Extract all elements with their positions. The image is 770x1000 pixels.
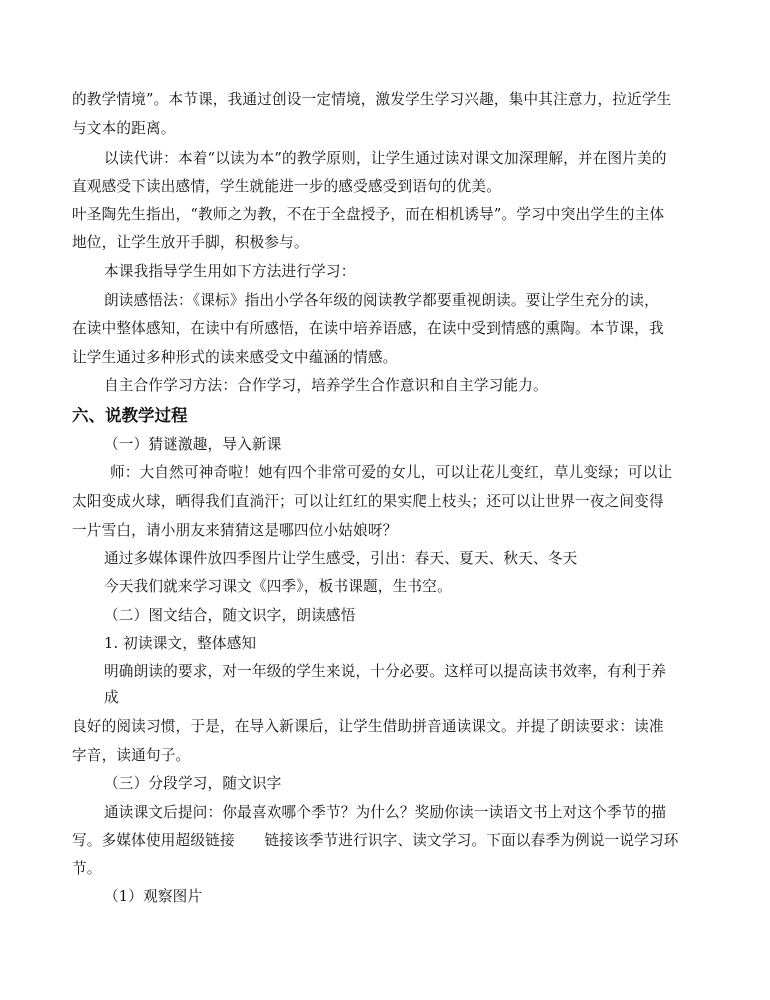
paragraph-line: 地位，让学生放开手脚，积极参与。 (72, 234, 309, 251)
paragraph-line: 以读代讲：本着“以读为本”的教学原则，让学生通过读对课文加深理解，并在图片美的 (104, 150, 667, 167)
paragraph-line: 写。多媒体使用超级链接 链接该季节进行识字、读文学习。下面以春季为例说一说学习环 (72, 832, 679, 849)
paragraph-line: 的教学情境”。本节课，我通过创设一定情境，激发学生学习兴趣，集中其注意力，拉近学生 (72, 91, 672, 108)
paragraph-line: 朗读感悟法：《课标》指出小学各年级的阅读教学都要重视朗读。要让学生充分的读， (104, 292, 659, 309)
paragraph-line: 节。 (72, 860, 102, 877)
subsection-title: （三）分段学习，随文识字 (104, 775, 282, 792)
paragraph-line: 今天我们就来学习课文《四季》，板书课题，生书空。 (104, 578, 452, 595)
paragraph-line: 师：大自然可神奇啦！她有四个非常可爱的女儿，可以让花儿变红，草儿变绿；可以让 (110, 464, 673, 481)
subsection-title: 1. 初读课文，整体感知 (104, 635, 257, 652)
paragraph-line: 成 (104, 689, 119, 706)
paragraph-line: 让学生通过多种形式的读来感受文中蕴涵的情感。 (72, 349, 398, 366)
paragraph-line: 字音，读通句子。 (72, 747, 191, 764)
paragraph-line: 明确朗读的要求，对一年级的学生来说，十分必要。这样可以提高读书效率，有利于养 (104, 663, 667, 680)
subsection-title: （二）图文结合，随文识字，朗读感悟 (104, 607, 356, 624)
paragraph-line: 与文本的距离。 (72, 120, 176, 137)
paragraph-line: 本课我指导学生用如下方法进行学习： (104, 263, 356, 280)
paragraph-line: 自主合作学习方法：合作学习，培养学生合作意识和自主学习能力。 (104, 377, 548, 394)
paragraph-line: 叶圣陶先生指出，“教师之为教，不在于全盘授予，而在相机诱导”。学习中突出学生的主体 (72, 206, 665, 223)
paragraph-line: 直观感受下读出感情，学生就能进一步的感受感受到语句的优美。 (72, 178, 502, 195)
section-heading: 六、说教学过程 (72, 406, 188, 425)
subsection-title: （1）观察图片 (104, 888, 203, 905)
paragraph-line: 良好的阅读习惯，于是，在导入新课后，让学生借助拼音通读课文。并提了朗读要求：读准 (72, 718, 664, 735)
paragraph-line: 太阳变成火球，晒得我们直淌汗；可以让红红的果实爬上枝头；还可以让世界一夜之间变得 (72, 493, 664, 510)
paragraph-line: 通读课文后提问：你最喜欢哪个季节？为什么？奖励你读一读语文书上对这个季节的描 (104, 804, 667, 821)
paragraph-line: 在读中整体感知，在读中有所感悟，在读中培养语感，在读中受到情感的熏陶。本节课，我 (72, 320, 664, 337)
paragraph-line: 通过多媒体课件放四季图片让学生感受，引出：春天、夏天、秋天、冬天 (104, 550, 578, 567)
paragraph-line: 一片雪白，请小朋友来猜猜这是哪四位小姑娘呀？ (72, 522, 398, 539)
subsection-title: （一）猜谜激趣，导入新课 (104, 436, 282, 453)
